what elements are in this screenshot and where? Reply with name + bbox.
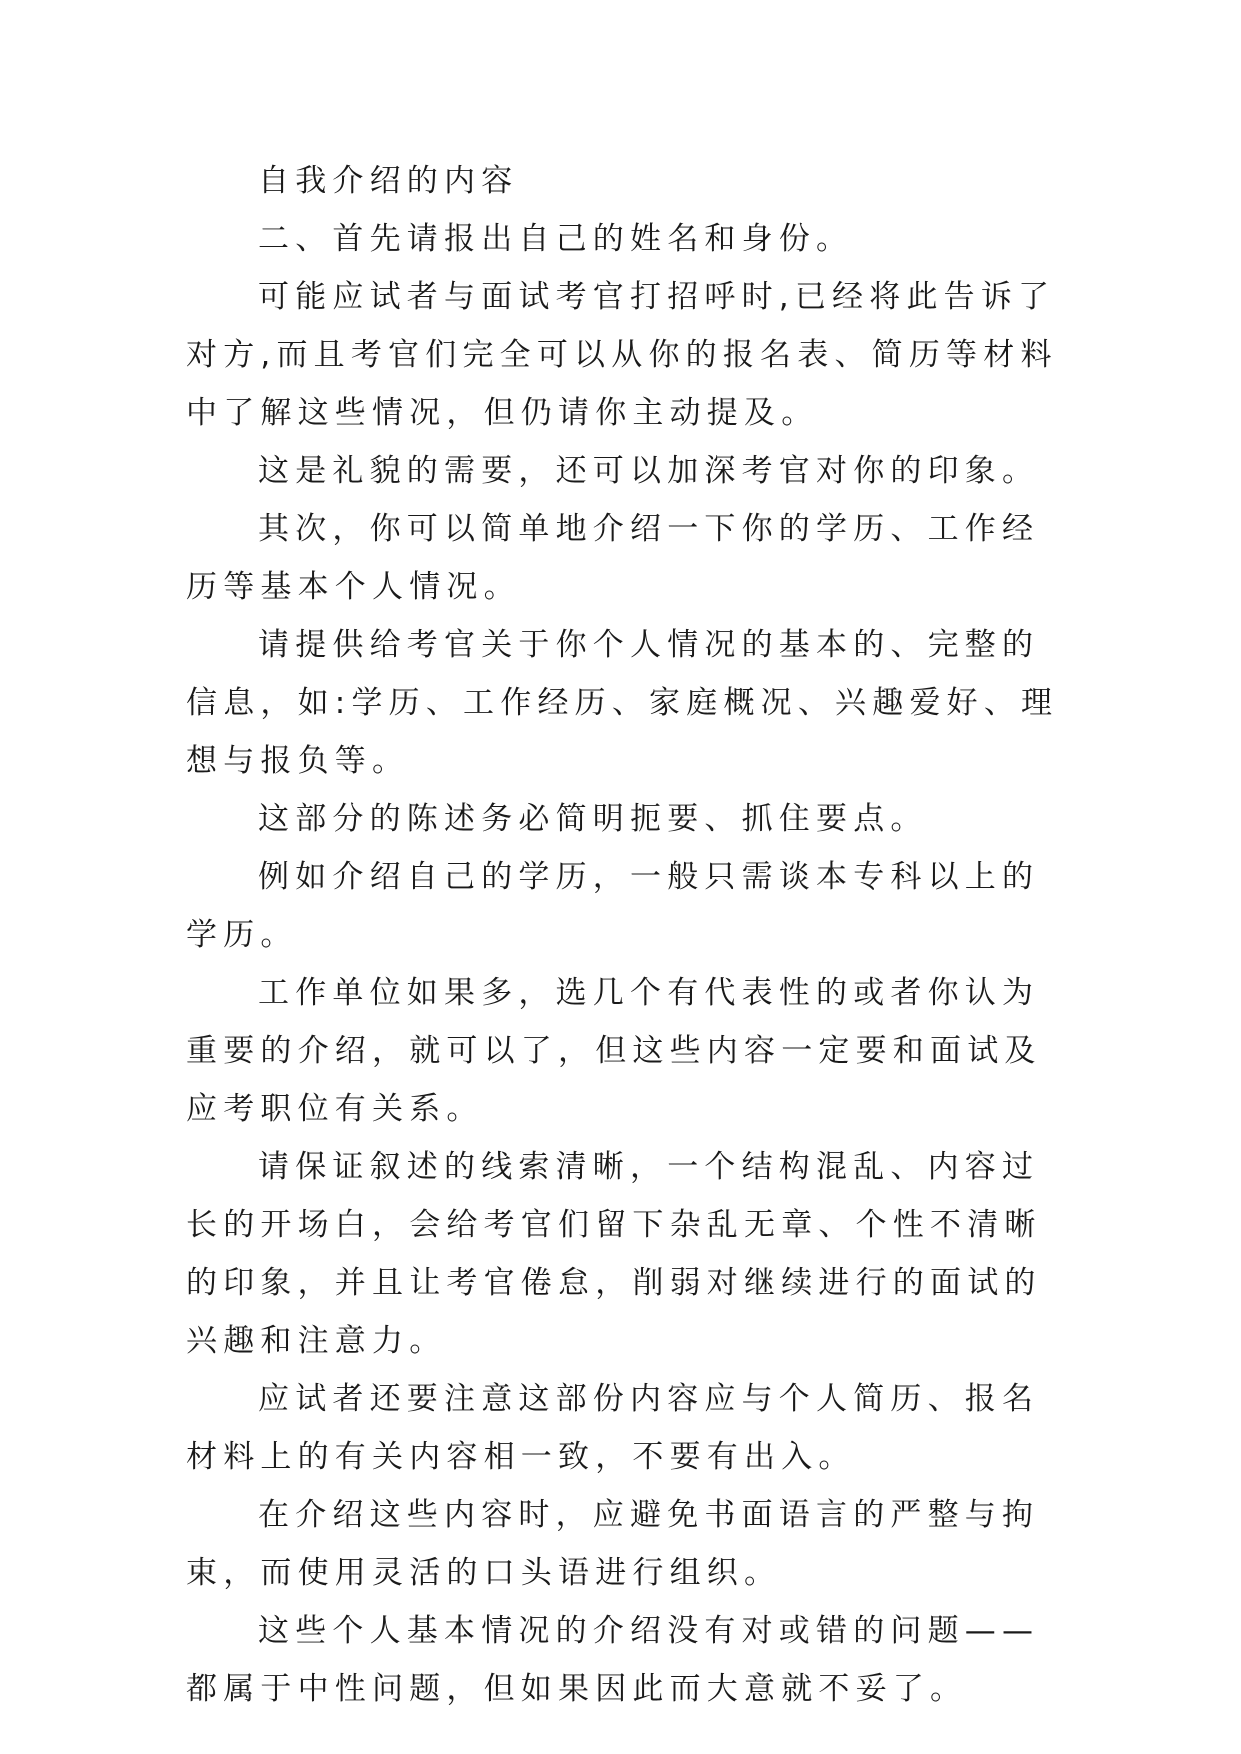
document-page [186,152,1066,1718]
document-title: 自我介绍的内容 [258,163,519,199]
paragraph: 这部分的陈述务必简明扼要、抓住要点。 [258,801,928,837]
paragraph: 这是礼貌的需要，还可以加深考官对你的印象。 [258,453,1040,489]
paragraph: 这些个人基本情况的介绍没有对或错的问题——都属于中性问题，但如果因此而大意就不妥了。 [186,1613,1040,1707]
paragraph: 二、首先请报出自己的姓名和身份。 [258,221,854,257]
paragraph: 请保证叙述的线索清晰，一个结构混乱、内容过长的开场白，会给考官们留下杂乱无章、个性不清晰的印象，并且让考官倦怠，削弱对继续进行的面试的兴趣和注意力。 [186,1149,1042,1359]
paragraph: 在介绍这些内容时，应避免书面语言的严整与拘束，而使用灵活的口头语进行组织。 [186,1497,1040,1591]
paragraph: 工作单位如果多，选几个有代表性的或者你认为重要的介绍，就可以了，但这些内容一定要和面试及应考职位有关系。 [186,975,1042,1127]
paragraph: 例如介绍自己的学历，一般只需谈本专科以上的学历。 [186,859,1040,953]
paragraph: 其次，你可以简单地介绍一下你的学历、工作经历等基本个人情况。 [186,511,1040,605]
paragraph: 可能应试者与面试考官打招呼时,已经将此告诉了对方,而且考官们完全可以从你的报名表、简历等材料中了解这些情况，但仍请你主动提及。 [186,279,1058,431]
paragraph: 应试者还要注意这部份内容应与个人简历、报名材料上的有关内容相一致，不要有出入。 [186,1381,1040,1475]
paragraph: 请提供给考官关于你个人情况的基本的、完整的信息，如:学历、工作经历、家庭概况、兴趣爱好、理想与报负等。 [186,627,1059,779]
